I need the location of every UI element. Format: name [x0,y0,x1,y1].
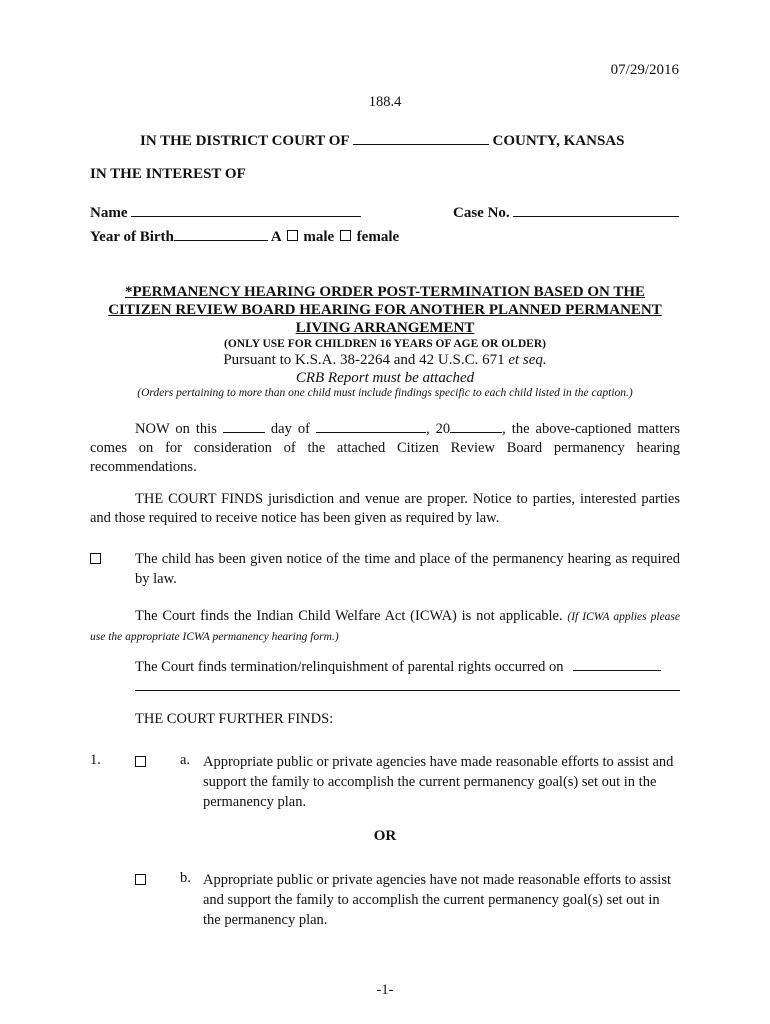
item-b-checkbox[interactable] [135,874,146,885]
form-number: 188.4 [368,94,402,110]
icwa-note: (If ICWA applies please use the appropriate ICWA permanency hearing form.) [90,611,681,643]
day-blank[interactable] [223,418,265,433]
case-blank[interactable] [513,202,679,217]
icwa-paragraph: The Court finds the Indian Child Welfare Act (ICWA) is not applicable. (If ICWA applies please use the appropriate ICWA permanency hearing form.) [90,608,681,643]
court-line-suffix: COUNTY, KANSAS [492,133,625,149]
sex-prefix: A [270,229,281,245]
termination-date-blank[interactable] [573,656,661,671]
title-line-2: CITIZEN REVIEW BOARD HEARING FOR ANOTHER PLANNED PERMANENT [108,302,662,318]
form-date: 07/29/2016 [610,62,679,78]
yob-label: Year of Birth [90,229,174,245]
crb-note: CRB Report must be attached [295,370,475,386]
male-checkbox[interactable] [287,230,298,241]
female-checkbox[interactable] [340,230,351,241]
notice-checkbox[interactable] [90,553,101,564]
item-a-text: Appropriate public or private agencies have made reasonable efforts to assist and support the family to accomplish the current permanency goal(s) set out in the permanency plan. [203,754,674,810]
interest-label: IN THE INTEREST OF [90,166,246,182]
item-b-label: b. [180,870,191,886]
termination-line: The Court finds termination/relinquishment of parental rights occurred on [135,656,661,676]
pursuant-text: Pursuant to K.S.A. 38-2264 and 42 U.S.C. 671 [223,352,505,368]
title-line-1: *PERMANENCY HEARING ORDER POST-TERMINATION BASED ON THE [124,284,646,300]
female-label: female [356,229,400,245]
name-label: Name [90,205,128,221]
or-label: OR [373,828,397,844]
orders-note: (Orders pertaining to more than one child must include findings specific to each child listed in the caption.) [137,387,633,399]
month-blank[interactable] [316,418,426,433]
item-a-checkbox[interactable] [135,756,146,767]
court-line-prefix: IN THE DISTRICT COURT OF [140,133,349,149]
name-blank[interactable] [131,202,361,217]
now-paragraph: NOW on this day of , 20 , the above-captioned matters comes on for consideration of the attached Citizen Review Board permanency hearing recommendations. [90,418,680,477]
further-finds-heading: THE COURT FURTHER FINDS: [135,711,334,727]
notice-checkbox-wrap [90,550,101,570]
case-label: Case No. [453,205,510,221]
pursuant-line [0,352,770,369]
item-b-checkbox-wrap [135,871,146,891]
county-blank[interactable] [353,130,489,145]
court-line [140,130,624,150]
item-b-text: Appropriate public or private agencies have not made reasonable efforts to assist and support the family to accomplish the current permanency goal(s) set out in the permanency plan. [203,872,672,928]
pursuant-italic: et seq. [508,352,547,368]
termination-extra-line[interactable] [135,690,680,691]
yob-blank[interactable] [174,226,268,241]
name-line [90,202,361,222]
year-blank[interactable] [450,418,502,433]
age-subtitle: (ONLY USE FOR CHILDREN 16 YEARS OF AGE OR OLDER) [224,338,546,350]
case-line [453,202,679,222]
item-a-label: a. [180,752,191,768]
yob-line [90,226,399,246]
page-number: -1- [376,982,394,998]
court-finds-paragraph: THE COURT FINDS jurisdiction and venue are proper. Notice to parties, interested parties and those required to receive notice has been given as required by law. [90,491,680,526]
item-a-checkbox-wrap [135,753,146,773]
notice-text: The child has been given notice of the time and place of the permanency hearing as required by law. [135,551,680,587]
title-line-3: LIVING ARRANGEMENT [295,320,475,336]
item-number: 1. [90,752,101,768]
male-label: male [303,229,335,245]
